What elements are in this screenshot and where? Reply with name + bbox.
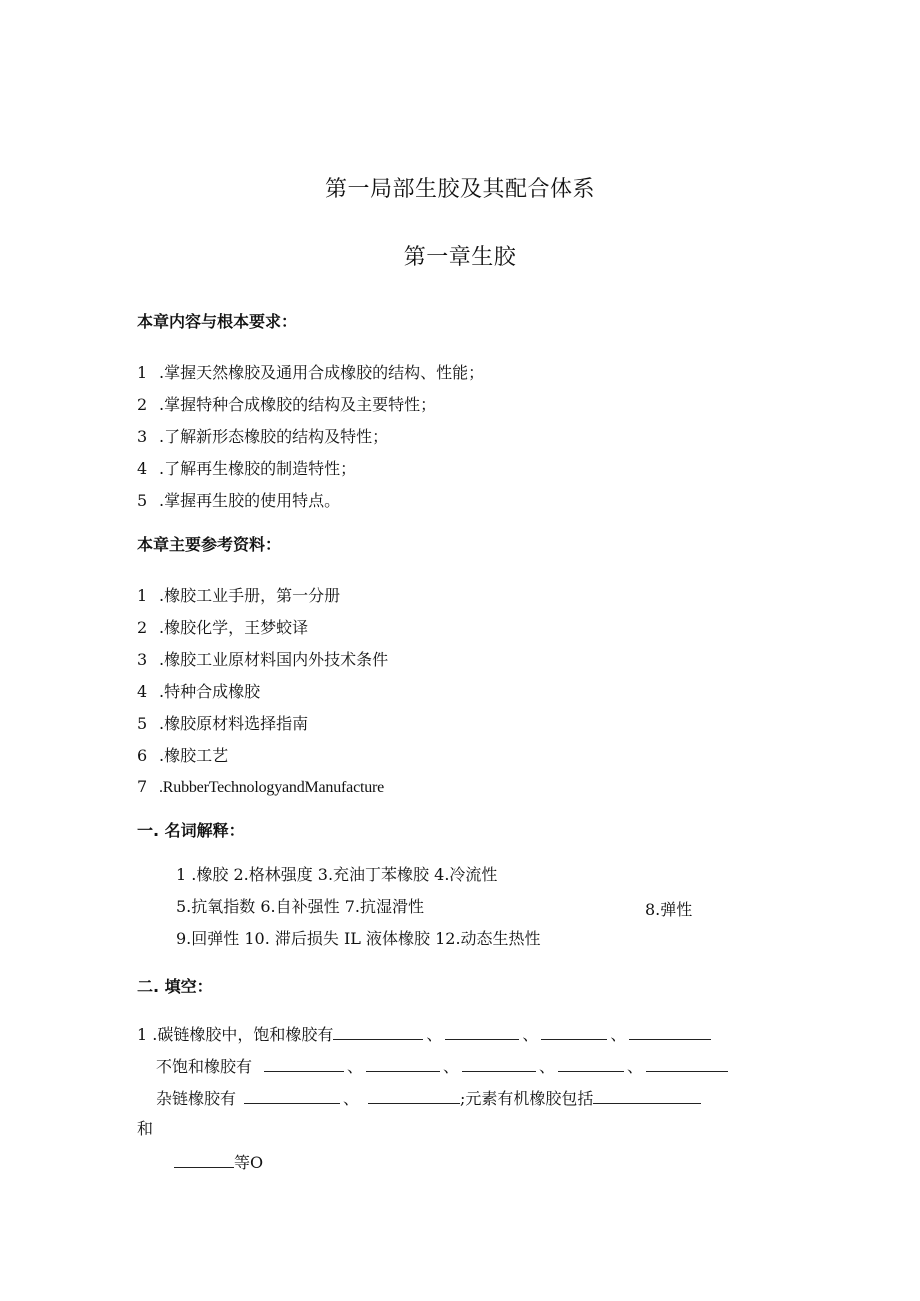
requirement-item (137, 491, 340, 511)
item-text: .了解再生橡胶的制造特性； (159, 459, 357, 478)
separator: 、 (443, 1057, 460, 1076)
requirements-heading: 本章内容与根本要求： (137, 312, 298, 331)
separator: 、 (343, 1089, 360, 1108)
fill-question-line (174, 1151, 263, 1173)
terms-line: 1 .橡胶 2.格林强度 3.充油丁苯橡胶 4.冷流性 (176, 865, 498, 884)
item-text: .RubberTechnologyandManufacture (159, 779, 385, 796)
item-text: .了解新形态橡胶的结构及特性； (159, 427, 389, 446)
item-number: 3 (137, 427, 148, 446)
question-prefix: 杂链橡胶有 (156, 1089, 237, 1108)
item-number: 5 (137, 714, 148, 733)
separator: 、 (539, 1057, 556, 1076)
answer-blank[interactable] (646, 1055, 728, 1072)
reference-item (137, 586, 340, 606)
item-text: .橡胶工艺 (159, 746, 229, 765)
reference-item (137, 714, 308, 734)
separator: 、 (627, 1057, 644, 1076)
part-title: 第一局部生胶及其配合体系 (324, 177, 595, 202)
answer-blank[interactable] (462, 1055, 536, 1072)
answer-blank[interactable] (366, 1055, 440, 1072)
item-text: .橡胶化学，王梦蛟译 (159, 618, 309, 637)
requirement-item (137, 363, 484, 383)
answer-blank[interactable] (244, 1087, 340, 1104)
item-number: 2 (137, 395, 148, 414)
item-number: 7 (137, 777, 148, 796)
question-end: 等O (234, 1153, 264, 1172)
fill-question-line (156, 1055, 728, 1077)
answer-blank[interactable] (558, 1055, 624, 1072)
reference-item (137, 650, 388, 670)
reference-item (137, 746, 228, 766)
item-text: .特种合成橡胶 (159, 682, 261, 701)
fill-heading: 二. 填空： (137, 977, 213, 996)
separator: 、 (522, 1025, 539, 1044)
item-number: 6 (137, 746, 148, 765)
answer-blank[interactable] (174, 1151, 234, 1168)
question-mid: ;元素有机橡胶包括 (460, 1089, 594, 1108)
terms-line: 9.回弹性 10. 滞后损失 IL 液体橡胶 12.动态生热性 (176, 929, 541, 948)
separator: 、 (347, 1057, 364, 1076)
fill-question-line (137, 1023, 711, 1045)
separator: 、 (426, 1025, 443, 1044)
item-text: .掌握天然橡胶及通用合成橡胶的结构、性能； (159, 363, 485, 382)
item-number: 4 (137, 459, 148, 478)
item-text: .橡胶原材料选择指南 (159, 714, 309, 733)
requirement-item (137, 395, 436, 415)
terms-line: 5.抗氧指数 6.自补强性 7.抗湿滑性 (176, 897, 424, 916)
reference-item (137, 777, 384, 798)
item-number: 1 (137, 363, 148, 382)
item-number: 3 (137, 650, 148, 669)
terms-heading: 一. 名词解释： (137, 821, 245, 840)
answer-blank[interactable] (368, 1087, 460, 1104)
fill-and: 和 (137, 1119, 154, 1138)
item-number: 4 (137, 682, 148, 701)
chapter-title: 第一章生胶 (403, 245, 517, 270)
reference-item (137, 618, 308, 638)
answer-blank[interactable] (333, 1023, 423, 1040)
terms-line-right: 8.弹性 (645, 900, 693, 919)
item-text: .橡胶工业手册，第一分册 (159, 586, 341, 605)
references-heading: 本章主要参考资料： (137, 535, 282, 554)
answer-blank[interactable] (445, 1023, 519, 1040)
question-prefix: 不饱和橡胶有 (156, 1057, 253, 1076)
question-prefix: 1 .碳链橡胶中，饱和橡胶有 (137, 1025, 334, 1044)
answer-blank[interactable] (629, 1023, 711, 1040)
item-number: 1 (137, 586, 148, 605)
answer-blank[interactable] (541, 1023, 607, 1040)
fill-question-line (156, 1087, 701, 1109)
answer-blank[interactable] (264, 1055, 344, 1072)
item-text: .橡胶工业原材料国内外技术条件 (159, 650, 389, 669)
requirement-item (137, 427, 388, 447)
item-text: .掌握再生胶的使用特点。 (159, 491, 341, 510)
item-number: 2 (137, 618, 148, 637)
item-text: .掌握特种合成橡胶的结构及主要特性； (159, 395, 437, 414)
separator: 、 (610, 1025, 627, 1044)
reference-item (137, 682, 260, 702)
requirement-item (137, 459, 356, 479)
answer-blank[interactable] (593, 1087, 701, 1104)
item-number: 5 (137, 491, 148, 510)
